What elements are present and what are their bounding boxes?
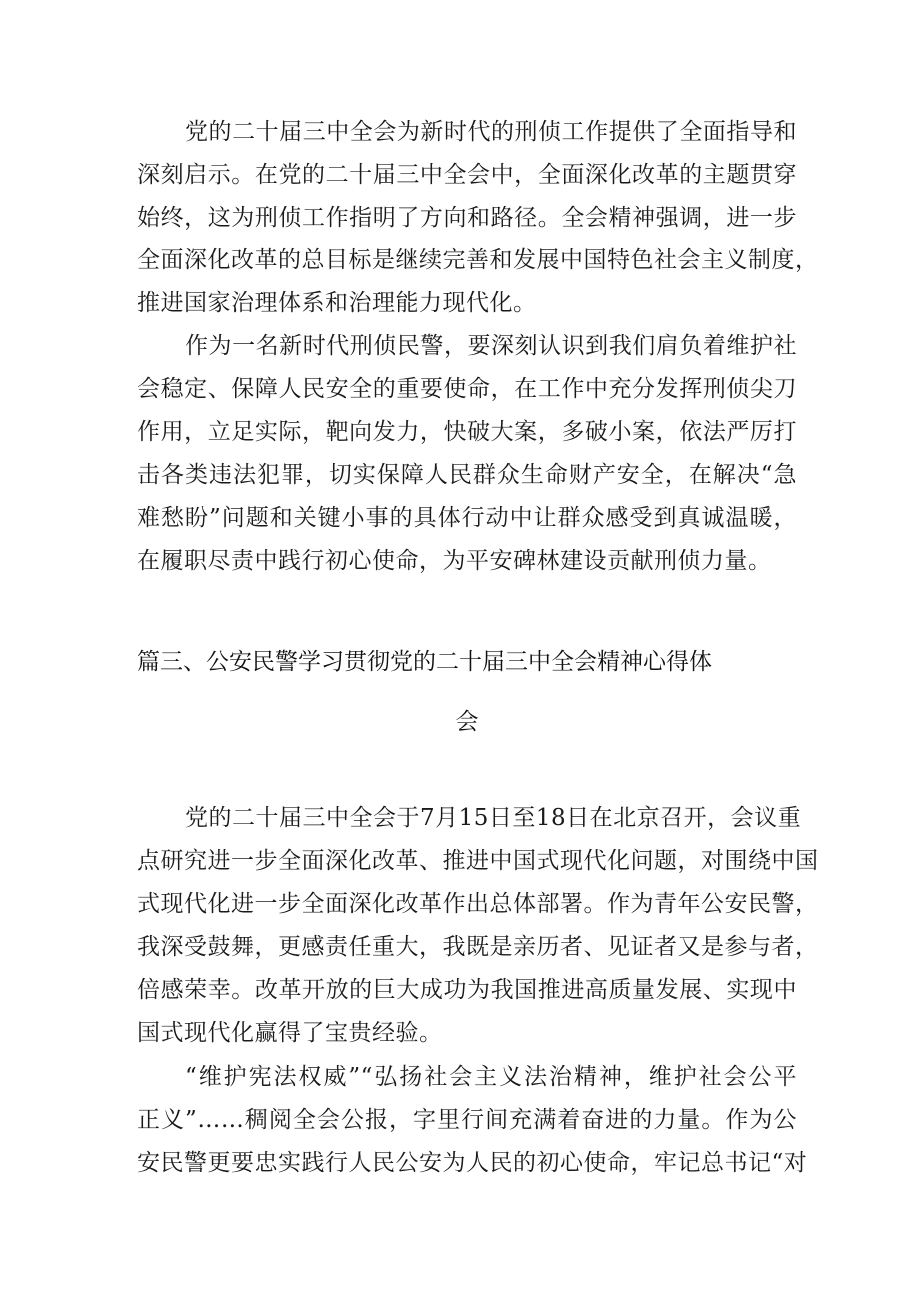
paragraph-line: 党的二十届三中全会于7月15日至18日在北京召开，会议重 [185, 805, 802, 831]
paragraph-line: 我深受鼓舞，更感责任重大，我既是亲历者、见证者又是参与者， [137, 934, 819, 960]
paragraph-line: 在履职尽责中践行初心使命，为平安碑林建设贡献刑侦力量。 [137, 548, 772, 574]
paragraph-line: 党的二十届三中全会为新时代的刑侦工作提供了全面指导和 [185, 119, 797, 145]
paragraph-line: 式现代化进一步全面深化改革作出总体部署。作为青年公安民警， [137, 891, 819, 917]
paragraph-line: 会稳定、保障人民安全的重要使命，在工作中充分发挥刑侦尖刀 [137, 376, 797, 402]
paragraph-line: 击各类违法犯罪，切实保障人民群众生命财产安全，在解决“急 [137, 462, 797, 488]
paragraph-line: 始终，这为刑侦工作指明了方向和路径。全会精神强调，进一步 [137, 205, 797, 231]
paragraph-line: 作为一名新时代刑侦民警，要深刻认识到我们肩负着维护社 [185, 333, 797, 359]
section-heading-line: 篇三、公安民警学习贯彻党的二十届三中全会精神心得体 [137, 649, 712, 675]
paragraph-line: 难愁盼”问题和关键小事的具体行动中让群众感受到真诚温暖， [137, 505, 797, 531]
paragraph-line: 作用，立足实际，靶向发力，快破大案，多破小案，依法严厉打 [137, 419, 797, 445]
paragraph-line: 全面深化改革的总目标是继续完善和发展中国特色社会主义制度， [137, 247, 819, 273]
paragraph-line: 国式现代化赢得了宝贵经验。 [137, 1020, 443, 1046]
paragraph-line: 推进国家治理体系和治理能力现代化。 [137, 290, 537, 316]
paragraph-line: 正义”……稠阅全会公报，字里行间充满着奋进的力量。作为公 [137, 1107, 797, 1133]
paragraph-line: 深刻启示。在党的二十届三中全会中，全面深化改革的主题贯穿 [137, 162, 797, 188]
paragraph-line: 点研究进一步全面深化改革、推进中国式现代化问题，对围绕中国 [137, 848, 819, 874]
paragraph-line: 安民警更要忠实践行人民公安为人民的初心使命，牢记总书记“对 [137, 1150, 808, 1176]
paragraph-line: “维护宪法权威”“弘扬社会主义法治精神，维护社会公平 [185, 1064, 797, 1090]
section-heading-line: 会 [455, 709, 479, 735]
paragraph-line: 倍感荣幸。改革开放的巨大成功为我国推进高质量发展、实现中 [137, 977, 797, 1003]
